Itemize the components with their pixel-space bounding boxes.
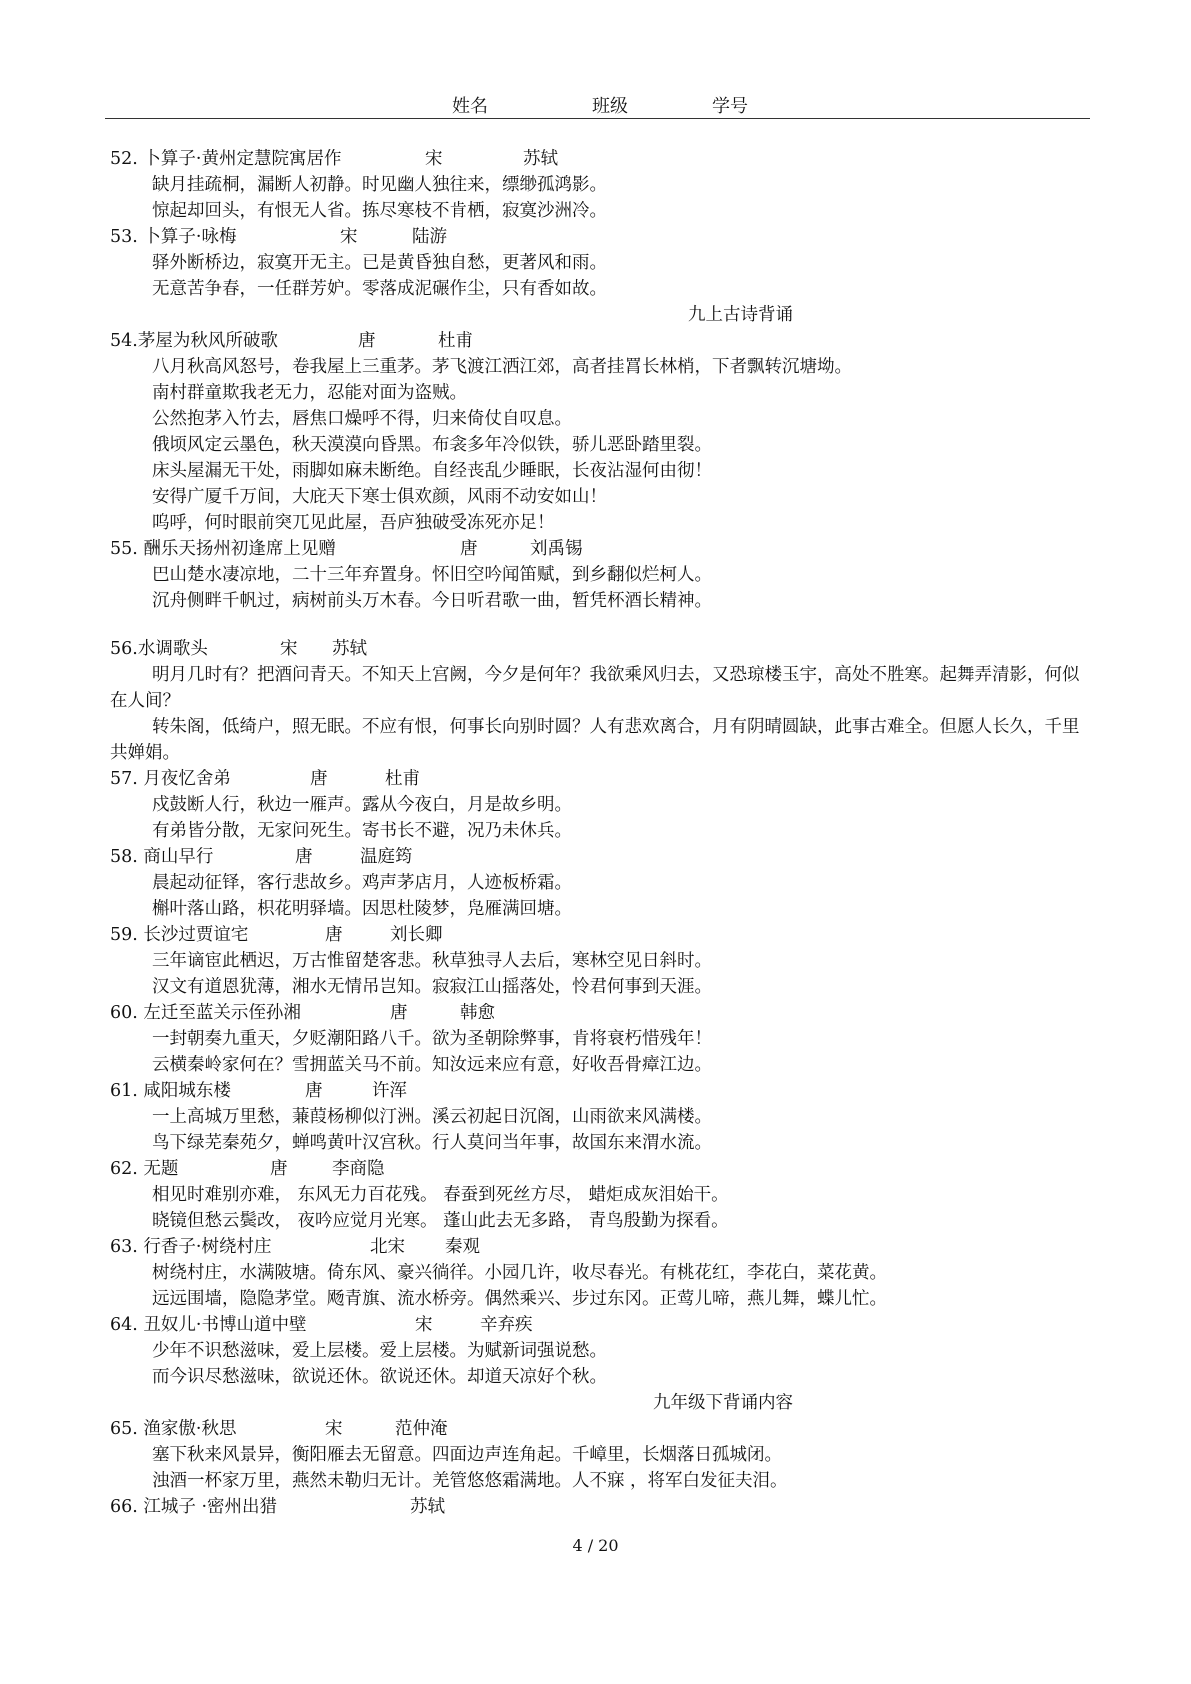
- poem-author: 陆游: [412, 227, 447, 247]
- section-heading: 九年级下背诵内容: [653, 1393, 793, 1413]
- poem-dynasty: 唐: [310, 769, 328, 789]
- poem-title-row: [110, 146, 1095, 172]
- poem-title: 56.水调歌头: [110, 639, 208, 659]
- poem-list: [110, 146, 1095, 1520]
- poem-title: 53. 卜算子·咏梅: [110, 227, 237, 247]
- poem-verse-line: 安得广厦千万间，大庇天下寒士俱欢颜，风雨不动安如山！: [152, 487, 607, 507]
- poem-verse-line: 浊酒一杯家万里，燕然未勒归无计。羌管悠悠霜满地。人不寐 ，将军白发征夫泪。: [152, 1471, 788, 1491]
- page-header: [0, 92, 1191, 118]
- poem-dynasty: 唐: [295, 847, 313, 867]
- poem-verse-line: 远远围墙，隐隐茅堂。飏青旗、流水桥旁。偶然乘兴、步过东冈。正莺儿啼，燕儿舞，蝶儿忙。: [152, 1289, 887, 1309]
- poem-title: 55. 酬乐天扬州初逢席上见赠: [110, 539, 336, 559]
- poem-dynasty: 宋: [325, 1419, 343, 1439]
- poem-author: 苏轼: [523, 149, 558, 169]
- poem-dynasty: 唐: [390, 1003, 408, 1023]
- poem-title-row: [110, 844, 1095, 870]
- poem-verse-line: 沉舟侧畔千帆过，病树前头万木春。今日听君歌一曲，暂凭杯酒长精神。: [152, 591, 712, 611]
- poem-dynasty: 宋: [340, 227, 358, 247]
- poem-verse-line: 公然抱茅入竹去，唇焦口燥呼不得，归来倚仗自叹息。: [152, 409, 572, 429]
- poem-paragraph: 转朱阁，低绮户，照无眠。不应有恨，何事长向别时圆？人有悲欢离合，月有阴晴圆缺，此事古难全。但愿人长久，千里共婵娟。: [110, 717, 1080, 763]
- poem-title: 60. 左迁至蓝关示侄孙湘: [110, 1003, 301, 1023]
- poem-verse-line: 惊起却回头，有恨无人省。拣尽寒枝不肯栖，寂寞沙洲冷。: [152, 201, 607, 221]
- poem-dynasty: 唐: [460, 539, 478, 559]
- poem-verse-line: 床头屋漏无干处，雨脚如麻未断绝。自经丧乱少睡眠，长夜沾湿何由彻！: [152, 461, 712, 481]
- poem-verse-line: 缺月挂疏桐，漏断人初静。时见幽人独往来，缥缈孤鸿影。: [152, 175, 607, 195]
- poem-verse-line: 晓镜但愁云鬓改， 夜吟应觉月光寒。 蓬山此去无多路， 青鸟殷勤为探看。: [152, 1211, 729, 1231]
- poem-author: 刘长卿: [390, 925, 443, 945]
- poem-author: 李商隐: [332, 1159, 385, 1179]
- poem-author: 韩愈: [460, 1003, 495, 1023]
- poem-title-row: [110, 1078, 1095, 1104]
- section-heading: 九上古诗背诵: [688, 305, 793, 325]
- poem-title-row: [110, 536, 1095, 562]
- poem-title-row: [110, 224, 1095, 250]
- poem-title: 58. 商山早行: [110, 847, 214, 867]
- poem-author: 温庭筠: [360, 847, 413, 867]
- poem-verse-line: 鸟下绿芜秦苑夕，蝉鸣黄叶汉宫秋。行人莫问当年事，故国东来渭水流。: [152, 1133, 712, 1153]
- poem-author: 刘禹锡: [530, 539, 583, 559]
- name-label: 姓名: [452, 96, 488, 117]
- poem-title: 61. 咸阳城东楼: [110, 1081, 231, 1101]
- page-number: 4 / 20: [572, 1536, 619, 1555]
- poem-verse-line: 三年谪宦此栖迟，万古惟留楚客悲。秋草独寻人去后，寒林空见日斜时。: [152, 951, 712, 971]
- poem-verse-line: 树绕村庄，水满陂塘。倚东风、豪兴徜徉。小园几许，收尽春光。有桃花红，李花白，菜花黄。: [152, 1263, 887, 1283]
- poem-dynasty: 宋: [425, 149, 443, 169]
- poem-verse-line: 汉文有道恩犹薄，湘水无情吊岂知。寂寂江山摇落处，怜君何事到天涯。: [152, 977, 712, 997]
- poem-title-row: [110, 1312, 1095, 1338]
- poem-dynasty: 唐: [305, 1081, 323, 1101]
- poem-title: 57. 月夜忆舍弟: [110, 769, 231, 789]
- student-id-label: 学号: [712, 96, 748, 117]
- poem-verse-line: 云横秦岭家何在？雪拥蓝关马不前。知汝远来应有意，好收吾骨瘴江边。: [152, 1055, 712, 1075]
- poem-verse-line: 南村群童欺我老无力，忍能对面为盗贼。: [152, 383, 467, 403]
- poem-verse-line: 呜呼，何时眼前突兀见此屋，吾庐独破受冻死亦足！: [152, 513, 555, 533]
- poem-title-row: [110, 766, 1095, 792]
- poem-verse-line: 无意苦争春，一任群芳妒。零落成泥碾作尘，只有香如故。: [152, 279, 607, 299]
- poem-title: 59. 长沙过贾谊宅: [110, 925, 249, 945]
- poem-author: 苏轼: [410, 1497, 445, 1517]
- poem-title-row: [110, 1000, 1095, 1026]
- poem-verse-line: 俄顷风定云墨色，秋天漠漠向昏黑。布衾多年冷似铁，骄儿恶卧踏里裂。: [152, 435, 712, 455]
- poem-verse-line: 塞下秋来风景异，衡阳雁去无留意。四面边声连角起。千嶂里，长烟落日孤城闭。: [152, 1445, 782, 1465]
- poem-verse-line: 巴山楚水凄凉地，二十三年弃置身。怀旧空吟闻笛赋，到乡翻似烂柯人。: [152, 565, 712, 585]
- poem-dynasty: 唐: [325, 925, 343, 945]
- poem-dynasty: 北宋: [370, 1237, 405, 1257]
- poem-verse-line: 驿外断桥边，寂寞开无主。已是黄昏独自愁，更著风和雨。: [152, 253, 607, 273]
- poem-verse-line: 八月秋高风怒号，卷我屋上三重茅。茅飞渡江洒江郊，高者挂罥长林梢，下者飘转沉塘坳。: [152, 357, 852, 377]
- poem-title-row: [110, 922, 1095, 948]
- poem-title-row: [110, 636, 1095, 662]
- poem-author: 许浑: [372, 1081, 407, 1101]
- poem-dynasty: 宋: [415, 1315, 433, 1335]
- poem-author: 苏轼: [332, 639, 367, 659]
- poem-author: 杜甫: [385, 769, 420, 789]
- poem-author: 范仲淹: [395, 1419, 448, 1439]
- poem-author: 杜甫: [438, 331, 473, 351]
- poem-verse-line: 而今识尽愁滋味，欲说还休。欲说还休。却道天凉好个秋。: [152, 1367, 607, 1387]
- poem-dynasty: 唐: [358, 331, 376, 351]
- poem-verse-line: 一上高城万里愁，蒹葭杨柳似汀洲。溪云初起日沉阁，山雨欲来风满楼。: [152, 1107, 712, 1127]
- poem-verse-line: 有弟皆分散，无家问死生。寄书长不避，况乃未休兵。: [152, 821, 572, 841]
- poem-paragraph: 明月几时有？把酒问青天。不知天上宫阙，今夕是何年？我欲乘风归去，又恐琼楼玉宇，高处不胜寒。起舞弄清影，何似在人间？: [110, 665, 1080, 711]
- poem-title: 54.茅屋为秋风所破歌: [110, 331, 278, 351]
- poem-verse-line: 晨起动征铎，客行悲故乡。鸡声茅店月，人迹板桥霜。: [152, 873, 572, 893]
- poem-verse-line: 一封朝奏九重天，夕贬潮阳路八千。欲为圣朝除弊事，肯将衰朽惜残年！: [152, 1029, 712, 1049]
- class-label: 班级: [592, 96, 628, 117]
- blank-spacer: [110, 614, 1095, 636]
- poem-title: 52. 卜算子·黄州定慧院寓居作: [110, 149, 342, 169]
- poem-verse-line: 相见时难别亦难， 东风无力百花残。 春蚕到死丝方尽， 蜡炬成灰泪始干。: [152, 1185, 729, 1205]
- poem-title: 65. 渔家傲·秋思: [110, 1419, 237, 1439]
- poem-title: 64. 丑奴儿·书博山道中壁: [110, 1315, 307, 1335]
- poem-verse-line: 槲叶落山路，枳花明驿墙。因思杜陵梦，凫雁满回塘。: [152, 899, 572, 919]
- poem-verse-line: 少年不识愁滋味，爱上层楼。爱上层楼。为赋新词强说愁。: [152, 1341, 607, 1361]
- poem-title-row: [110, 1494, 1095, 1520]
- poem-verse-line: 戍鼓断人行，秋边一雁声。露从今夜白，月是故乡明。: [152, 795, 572, 815]
- poem-dynasty: 宋: [280, 639, 298, 659]
- poem-title: 66. 江城子 ·密州出猎: [110, 1497, 278, 1517]
- header-rule: [105, 118, 1090, 119]
- poem-title-row: [110, 1234, 1095, 1260]
- poem-title: 62. 无题: [110, 1159, 179, 1179]
- poem-title: 63. 行香子·树绕村庄: [110, 1237, 272, 1257]
- poem-author: 辛弃疾: [480, 1315, 533, 1335]
- poem-title-row: [110, 1416, 1095, 1442]
- poem-dynasty: 唐: [270, 1159, 288, 1179]
- poem-title-row: [110, 1156, 1095, 1182]
- poem-author: 秦观: [445, 1237, 480, 1257]
- poem-title-row: [110, 328, 1095, 354]
